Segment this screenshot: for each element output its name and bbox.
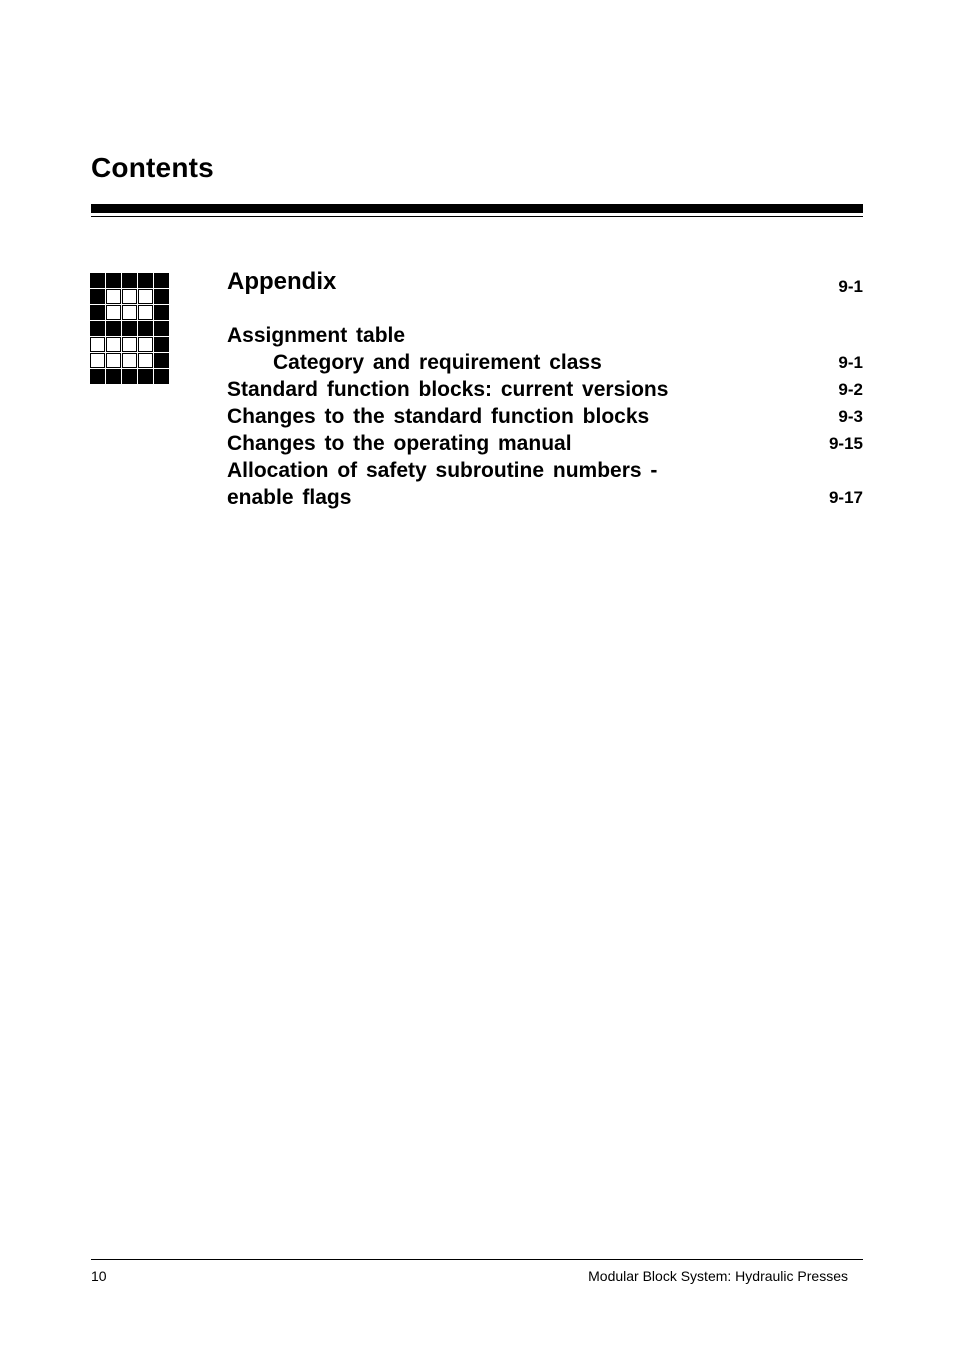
- toc-entry[interactable]: [227, 457, 863, 484]
- toc-entry-page: 9-3: [838, 407, 863, 426]
- grid-cell: [154, 337, 169, 352]
- grid-cell: [138, 321, 153, 336]
- grid-cell: [90, 353, 105, 368]
- grid-cell: [138, 369, 153, 384]
- grid-cell: [154, 369, 169, 384]
- grid-cell: [122, 289, 137, 304]
- grid-cell: [90, 337, 105, 352]
- grid-cell: [138, 353, 153, 368]
- toc-entry[interactable]: [227, 376, 863, 403]
- toc-entry-page: 9-2: [838, 380, 863, 399]
- grid-cell: [106, 305, 121, 320]
- toc-entry[interactable]: [227, 430, 863, 457]
- header-rule-thin: [91, 216, 863, 217]
- grid-cell: [138, 337, 153, 352]
- footer-rule: [91, 1259, 863, 1260]
- grid-cell: [154, 353, 169, 368]
- toc-entry[interactable]: [227, 403, 863, 430]
- toc-entry-label: Category and requirement class: [273, 351, 602, 374]
- grid-cell: [154, 321, 169, 336]
- toc-entry-page: 9-17: [828, 488, 863, 507]
- grid-cell: [90, 369, 105, 384]
- grid-cell: [122, 353, 137, 368]
- grid-cell: [138, 289, 153, 304]
- toc-list: [227, 322, 863, 511]
- toc-entry-label: Standard function blocks: current versions: [227, 378, 669, 401]
- footer-page-number: 10: [91, 1268, 107, 1284]
- toc-entry[interactable]: [227, 484, 863, 511]
- chapter-grid-icon: [90, 273, 169, 384]
- grid-cell: [122, 337, 137, 352]
- section-page-number[interactable]: 9-1: [838, 277, 863, 296]
- grid-cell: [138, 273, 153, 288]
- grid-cell: [90, 305, 105, 320]
- grid-cell: [154, 289, 169, 304]
- footer-document-title: Modular Block System: Hydraulic Presses: [588, 1268, 848, 1284]
- grid-cell: [90, 289, 105, 304]
- toc-entry-label: Assignment table: [227, 324, 406, 347]
- grid-cell: [106, 337, 121, 352]
- grid-cell: [106, 289, 121, 304]
- grid-cell: [106, 369, 121, 384]
- toc-entry-page: 9-15: [828, 434, 863, 453]
- section-heading[interactable]: Appendix: [227, 268, 337, 295]
- grid-cell: [122, 321, 137, 336]
- toc-entry[interactable]: [227, 349, 863, 376]
- grid-cell: [122, 273, 137, 288]
- toc-entry[interactable]: [227, 322, 863, 349]
- grid-cell: [154, 305, 169, 320]
- toc-entry-page: 9-1: [838, 353, 863, 372]
- grid-cell: [90, 321, 105, 336]
- toc-entry-label: enable flags: [227, 486, 352, 509]
- toc-entry-label: Changes to the operating manual: [227, 432, 572, 455]
- header-rule-thick: [91, 204, 863, 213]
- grid-cell: [106, 273, 121, 288]
- grid-cell: [106, 321, 121, 336]
- grid-cell: [154, 273, 169, 288]
- page-title: Contents: [91, 152, 214, 183]
- grid-cell: [90, 273, 105, 288]
- toc-entry-label: Allocation of safety subroutine numbers -: [227, 459, 658, 482]
- grid-cell: [138, 305, 153, 320]
- grid-cell: [122, 305, 137, 320]
- grid-cell: [106, 353, 121, 368]
- grid-cell: [122, 369, 137, 384]
- toc-entry-label: Changes to the standard function blocks: [227, 405, 650, 428]
